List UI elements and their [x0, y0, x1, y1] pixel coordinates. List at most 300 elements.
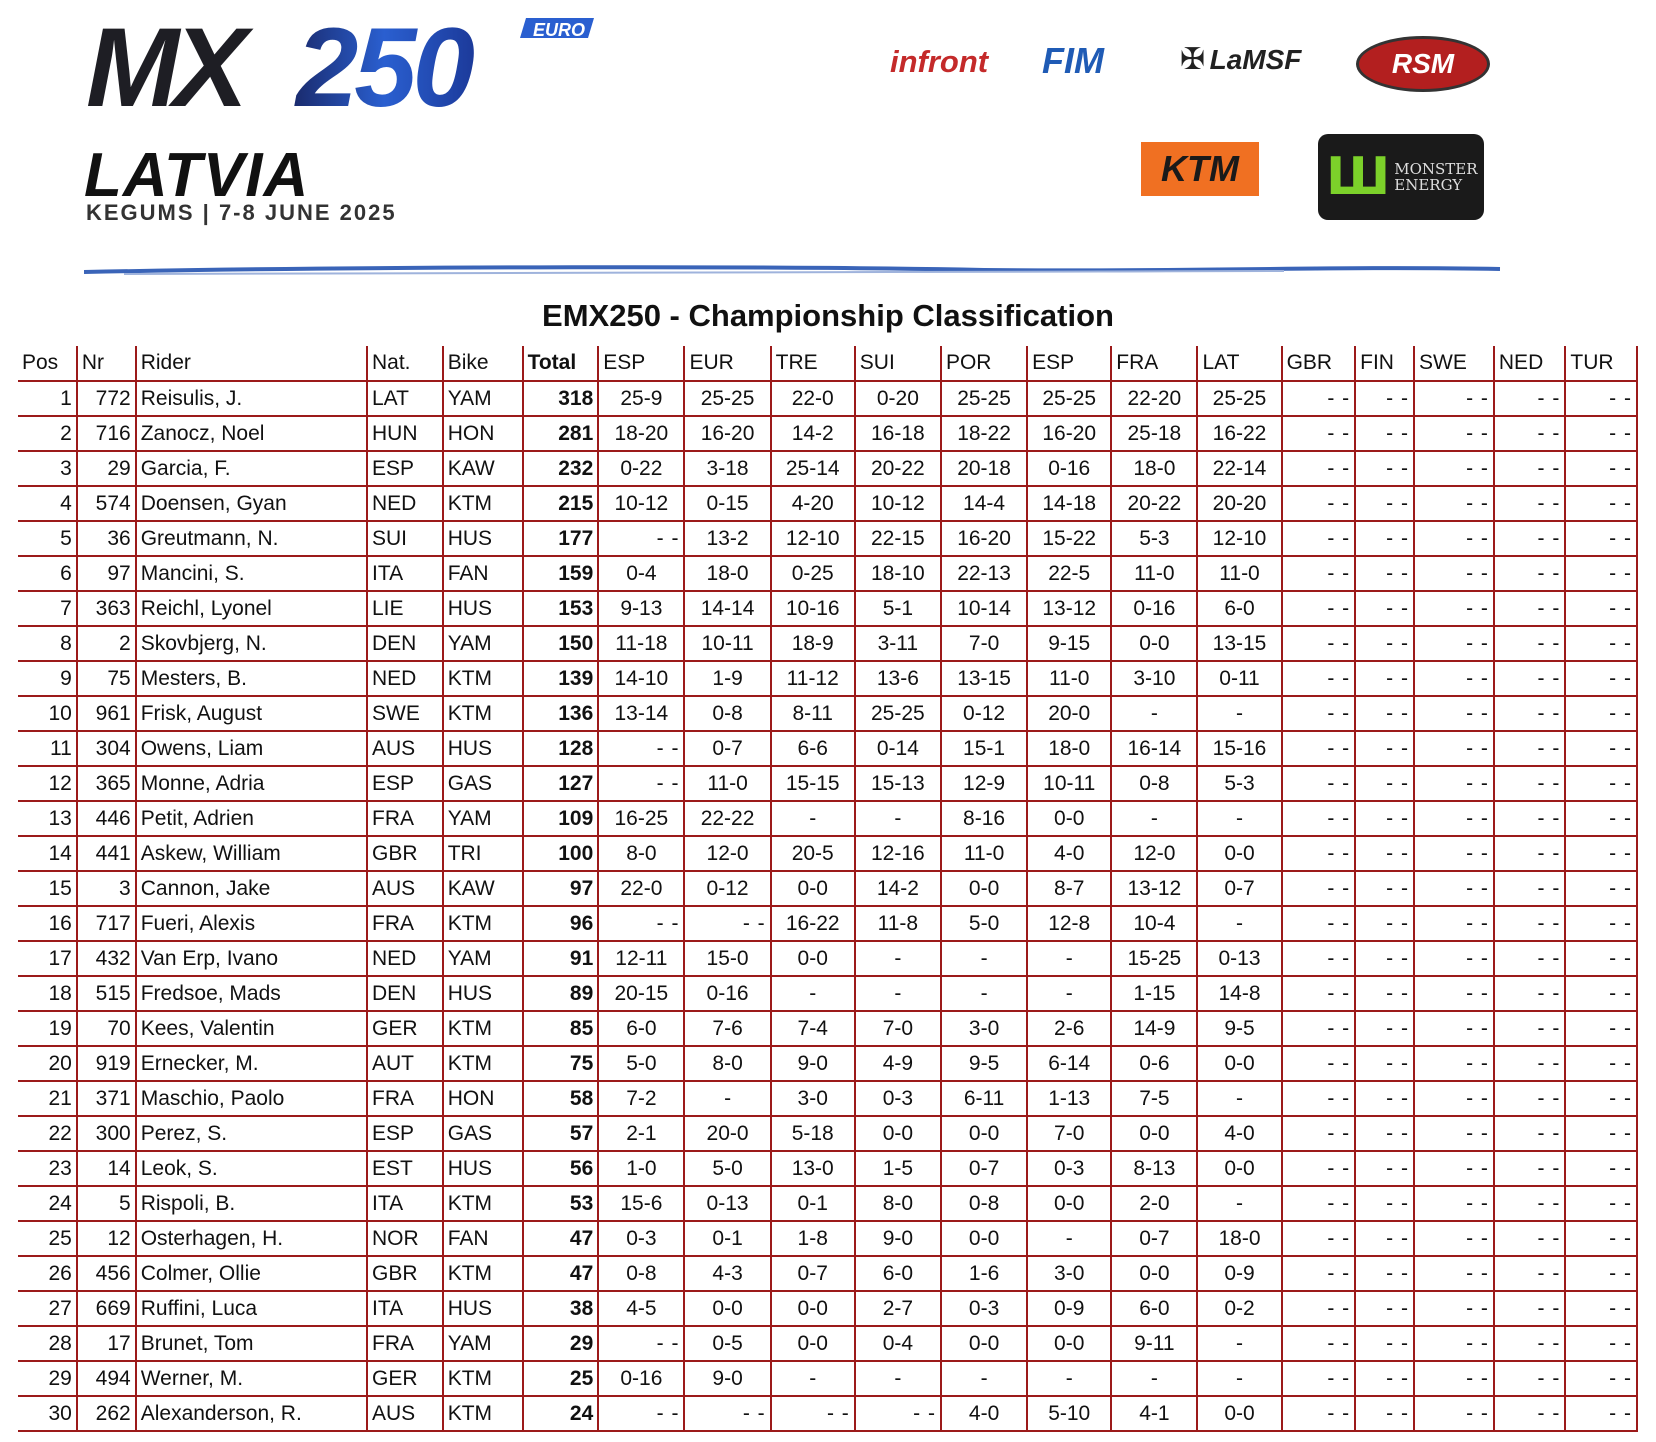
- nation-cell: ESP: [367, 1116, 443, 1151]
- total-cell: 318: [523, 381, 599, 416]
- round-result-cell: 11-12: [771, 661, 855, 696]
- total-cell: 38: [523, 1291, 599, 1326]
- round-result-cell: 9-11: [1111, 1326, 1197, 1361]
- total-cell: 91: [523, 941, 599, 976]
- round-result-cell: 25-25: [684, 381, 770, 416]
- table-row: [18, 1221, 1637, 1256]
- table-row: [18, 801, 1637, 836]
- table-row: [18, 1326, 1637, 1361]
- round-result-cell: 2-6: [1027, 1011, 1111, 1046]
- future-round-cell: - -: [1355, 1011, 1414, 1046]
- round-result-cell: 0-5: [684, 1326, 770, 1361]
- future-round-cell: - -: [1414, 626, 1494, 661]
- round-result-cell: 20-18: [941, 451, 1027, 486]
- future-round-cell: - -: [1565, 486, 1637, 521]
- round-result-cell: 12-11: [598, 941, 684, 976]
- round-result-cell: 0-13: [1197, 941, 1281, 976]
- round-result-cell: 22-15: [855, 521, 941, 556]
- future-round-cell: - -: [1414, 451, 1494, 486]
- future-round-cell: - -: [1494, 696, 1565, 731]
- bike-cell: HON: [443, 416, 523, 451]
- total-cell: 47: [523, 1256, 599, 1291]
- round-result-cell: 4-3: [684, 1256, 770, 1291]
- round-result-cell: 13-12: [1027, 591, 1111, 626]
- round-result-cell: 6-0: [1111, 1291, 1197, 1326]
- round-result-cell: 10-4: [1111, 906, 1197, 941]
- nation-cell: GER: [367, 1361, 443, 1396]
- number-cell: 432: [77, 941, 136, 976]
- round-result-cell: 7-6: [684, 1011, 770, 1046]
- round-result-cell: 13-2: [684, 521, 770, 556]
- position-cell: 28: [18, 1326, 77, 1361]
- round-result-cell: 0-0: [1197, 1396, 1281, 1431]
- rider-cell: Colmer, Ollie: [136, 1256, 367, 1291]
- round-result-cell: 0-1: [771, 1186, 855, 1221]
- round-result-cell: 0-0: [941, 1116, 1027, 1151]
- round-result-cell: 11-0: [1111, 556, 1197, 591]
- round-result-cell: 22-20: [1111, 381, 1197, 416]
- future-round-cell: - -: [1494, 1396, 1565, 1431]
- future-round-cell: - -: [1565, 941, 1637, 976]
- table-row: [18, 521, 1637, 556]
- future-round-cell: - -: [1565, 1081, 1637, 1116]
- position-cell: 26: [18, 1256, 77, 1291]
- number-cell: 772: [77, 381, 136, 416]
- nation-cell: AUT: [367, 1046, 443, 1081]
- table-row: [18, 1046, 1637, 1081]
- column-header: LAT: [1197, 346, 1281, 381]
- rider-cell: Perez, S.: [136, 1116, 367, 1151]
- round-result-cell: 0-4: [855, 1326, 941, 1361]
- round-result-cell: 4-9: [855, 1046, 941, 1081]
- future-round-cell: - -: [1494, 1011, 1565, 1046]
- table-row: [18, 626, 1637, 661]
- rider-cell: Reichl, Lyonel: [136, 591, 367, 626]
- total-cell: 25: [523, 1361, 599, 1396]
- round-result-cell: 0-22: [598, 451, 684, 486]
- round-result-cell: 0-0: [1027, 1326, 1111, 1361]
- round-result-cell: 0-0: [941, 1221, 1027, 1256]
- round-result-cell: 0-3: [598, 1221, 684, 1256]
- round-result-cell: 0-8: [598, 1256, 684, 1291]
- round-result-cell: 7-0: [855, 1011, 941, 1046]
- round-result-cell: 0-0: [1111, 1256, 1197, 1291]
- future-round-cell: - -: [1282, 1396, 1356, 1431]
- round-result-cell: 15-6: [598, 1186, 684, 1221]
- round-result-cell: 11-8: [855, 906, 941, 941]
- round-result-cell: - -: [598, 1396, 684, 1431]
- round-result-cell: 18-0: [1027, 731, 1111, 766]
- rider-cell: Owens, Liam: [136, 731, 367, 766]
- future-round-cell: - -: [1494, 1151, 1565, 1186]
- round-result-cell: 12-9: [941, 766, 1027, 801]
- round-result-cell: 20-15: [598, 976, 684, 1011]
- position-cell: 2: [18, 416, 77, 451]
- future-round-cell: - -: [1494, 1046, 1565, 1081]
- nation-cell: DEN: [367, 626, 443, 661]
- round-result-cell: 0-3: [855, 1081, 941, 1116]
- total-cell: 136: [523, 696, 599, 731]
- position-cell: 4: [18, 486, 77, 521]
- table-row: [18, 1361, 1637, 1396]
- future-round-cell: - -: [1282, 1256, 1356, 1291]
- round-result-cell: 5-18: [771, 1116, 855, 1151]
- round-result-cell: 6-6: [771, 731, 855, 766]
- future-round-cell: - -: [1414, 416, 1494, 451]
- nation-cell: DEN: [367, 976, 443, 1011]
- nation-cell: AUS: [367, 731, 443, 766]
- nation-cell: NOR: [367, 1221, 443, 1256]
- round-result-cell: 0-0: [771, 871, 855, 906]
- rider-cell: Fredsoe, Mads: [136, 976, 367, 1011]
- table-row: [18, 1291, 1637, 1326]
- future-round-cell: - -: [1565, 556, 1637, 591]
- table-row: [18, 976, 1637, 1011]
- number-cell: 3: [77, 871, 136, 906]
- round-result-cell: 7-0: [941, 626, 1027, 661]
- future-round-cell: - -: [1414, 976, 1494, 1011]
- future-round-cell: - -: [1355, 1116, 1414, 1151]
- number-cell: 574: [77, 486, 136, 521]
- total-cell: 232: [523, 451, 599, 486]
- table-row: [18, 766, 1637, 801]
- round-result-cell: 1-5: [855, 1151, 941, 1186]
- number-cell: 515: [77, 976, 136, 1011]
- table-row: [18, 906, 1637, 941]
- bike-cell: HUS: [443, 731, 523, 766]
- future-round-cell: - -: [1565, 1221, 1637, 1256]
- table-row: [18, 731, 1637, 766]
- future-round-cell: - -: [1355, 1326, 1414, 1361]
- bike-cell: YAM: [443, 1326, 523, 1361]
- future-round-cell: - -: [1355, 1151, 1414, 1186]
- total-cell: 75: [523, 1046, 599, 1081]
- round-result-cell: 12-10: [1197, 521, 1281, 556]
- round-result-cell: 18-0: [1197, 1221, 1281, 1256]
- position-cell: 14: [18, 836, 77, 871]
- position-cell: 18: [18, 976, 77, 1011]
- round-result-cell: 20-0: [1027, 696, 1111, 731]
- future-round-cell: - -: [1414, 906, 1494, 941]
- monster-energy-logo: Ш MONSTER ENERGY: [1318, 134, 1484, 220]
- future-round-cell: - -: [1282, 766, 1356, 801]
- round-result-cell: 0-16: [598, 1361, 684, 1396]
- future-round-cell: - -: [1414, 1116, 1494, 1151]
- round-result-cell: - -: [598, 731, 684, 766]
- future-round-cell: - -: [1565, 381, 1637, 416]
- round-result-cell: 4-1: [1111, 1396, 1197, 1431]
- total-cell: 29: [523, 1326, 599, 1361]
- round-result-cell: 18-9: [771, 626, 855, 661]
- bike-cell: KTM: [443, 661, 523, 696]
- bike-cell: KTM: [443, 1046, 523, 1081]
- nation-cell: ITA: [367, 556, 443, 591]
- round-result-cell: 0-3: [941, 1291, 1027, 1326]
- fim-europe-logo: FIM: [1042, 40, 1104, 81]
- round-result-cell: 15-0: [684, 941, 770, 976]
- round-result-cell: 15-25: [1111, 941, 1197, 976]
- table-row: [18, 451, 1637, 486]
- round-result-cell: 10-11: [1027, 766, 1111, 801]
- nation-cell: ESP: [367, 766, 443, 801]
- round-result-cell: -: [684, 1081, 770, 1116]
- nation-cell: ITA: [367, 1186, 443, 1221]
- table-row: [18, 661, 1637, 696]
- future-round-cell: - -: [1282, 486, 1356, 521]
- rider-cell: Kees, Valentin: [136, 1011, 367, 1046]
- round-result-cell: 9-5: [941, 1046, 1027, 1081]
- round-result-cell: 5-3: [1111, 521, 1197, 556]
- round-result-cell: 4-0: [941, 1396, 1027, 1431]
- round-result-cell: -: [1197, 1186, 1281, 1221]
- bike-cell: KTM: [443, 1256, 523, 1291]
- future-round-cell: - -: [1282, 871, 1356, 906]
- future-round-cell: - -: [1355, 941, 1414, 976]
- round-result-cell: 13-15: [1197, 626, 1281, 661]
- round-result-cell: 3-0: [1027, 1256, 1111, 1291]
- round-result-cell: 0-16: [1111, 591, 1197, 626]
- bike-cell: HUS: [443, 591, 523, 626]
- round-result-cell: 6-0: [855, 1256, 941, 1291]
- column-header: NED: [1494, 346, 1565, 381]
- round-result-cell: -: [1197, 1361, 1281, 1396]
- future-round-cell: - -: [1355, 906, 1414, 941]
- round-result-cell: 14-8: [1197, 976, 1281, 1011]
- round-result-cell: -: [1027, 976, 1111, 1011]
- number-cell: 5: [77, 1186, 136, 1221]
- position-cell: 17: [18, 941, 77, 976]
- round-result-cell: 0-0: [1027, 1186, 1111, 1221]
- round-result-cell: 7-2: [598, 1081, 684, 1116]
- total-cell: 24: [523, 1396, 599, 1431]
- round-result-cell: -: [941, 941, 1027, 976]
- rider-cell: Ruffini, Luca: [136, 1291, 367, 1326]
- column-header: Rider: [136, 346, 367, 381]
- future-round-cell: - -: [1494, 521, 1565, 556]
- round-result-cell: -: [1027, 1361, 1111, 1396]
- round-result-cell: 15-22: [1027, 521, 1111, 556]
- round-result-cell: 1-0: [598, 1151, 684, 1186]
- bike-cell: YAM: [443, 626, 523, 661]
- round-result-cell: 14-10: [598, 661, 684, 696]
- nation-cell: AUS: [367, 871, 443, 906]
- future-round-cell: - -: [1565, 416, 1637, 451]
- nation-cell: GBR: [367, 836, 443, 871]
- number-cell: 961: [77, 696, 136, 731]
- venue-details: KEGUMS | 7-8 JUNE 2025: [86, 200, 397, 225]
- round-result-cell: 0-1: [684, 1221, 770, 1256]
- future-round-cell: - -: [1282, 1081, 1356, 1116]
- future-round-cell: - -: [1414, 1151, 1494, 1186]
- position-cell: 11: [18, 731, 77, 766]
- number-cell: 29: [77, 451, 136, 486]
- divider-line: [84, 262, 1504, 278]
- round-result-cell: 8-16: [941, 801, 1027, 836]
- rider-cell: Alexanderson, R.: [136, 1396, 367, 1431]
- table-row: [18, 1081, 1637, 1116]
- round-result-cell: 11-0: [1197, 556, 1281, 591]
- number-cell: 441: [77, 836, 136, 871]
- round-result-cell: 10-11: [684, 626, 770, 661]
- round-result-cell: 0-4: [598, 556, 684, 591]
- future-round-cell: - -: [1355, 1291, 1414, 1326]
- future-round-cell: - -: [1282, 381, 1356, 416]
- bike-cell: KTM: [443, 906, 523, 941]
- number-cell: 17: [77, 1326, 136, 1361]
- round-result-cell: 16-18: [855, 416, 941, 451]
- round-result-cell: 0-0: [1197, 1151, 1281, 1186]
- round-result-cell: 0-0: [1197, 1046, 1281, 1081]
- column-header: FRA: [1111, 346, 1197, 381]
- rider-cell: Petit, Adrien: [136, 801, 367, 836]
- round-result-cell: -: [1197, 696, 1281, 731]
- round-result-cell: 14-14: [684, 591, 770, 626]
- future-round-cell: - -: [1494, 1326, 1565, 1361]
- future-round-cell: - -: [1282, 1221, 1356, 1256]
- number-cell: 669: [77, 1291, 136, 1326]
- future-round-cell: - -: [1494, 486, 1565, 521]
- future-round-cell: - -: [1565, 731, 1637, 766]
- future-round-cell: - -: [1282, 1186, 1356, 1221]
- bike-cell: KAW: [443, 451, 523, 486]
- round-result-cell: 9-5: [1197, 1011, 1281, 1046]
- future-round-cell: - -: [1282, 521, 1356, 556]
- round-result-cell: 10-14: [941, 591, 1027, 626]
- future-round-cell: - -: [1414, 591, 1494, 626]
- round-result-cell: 16-20: [1027, 416, 1111, 451]
- future-round-cell: - -: [1355, 766, 1414, 801]
- rider-cell: Leok, S.: [136, 1151, 367, 1186]
- round-result-cell: 18-10: [855, 556, 941, 591]
- round-result-cell: 0-7: [1197, 871, 1281, 906]
- future-round-cell: - -: [1355, 381, 1414, 416]
- total-cell: 159: [523, 556, 599, 591]
- round-result-cell: 0-7: [684, 731, 770, 766]
- round-result-cell: 0-16: [1027, 451, 1111, 486]
- future-round-cell: - -: [1414, 1046, 1494, 1081]
- total-cell: 58: [523, 1081, 599, 1116]
- total-cell: 97: [523, 871, 599, 906]
- round-result-cell: 5-10: [1027, 1396, 1111, 1431]
- column-header: TRE: [771, 346, 855, 381]
- round-result-cell: 6-0: [598, 1011, 684, 1046]
- rider-cell: Zanocz, Noel: [136, 416, 367, 451]
- round-result-cell: 3-0: [771, 1081, 855, 1116]
- future-round-cell: - -: [1494, 626, 1565, 661]
- bike-cell: KTM: [443, 696, 523, 731]
- round-result-cell: 0-0: [1111, 1116, 1197, 1151]
- mx-text: MX: [86, 14, 242, 126]
- future-round-cell: - -: [1565, 521, 1637, 556]
- round-result-cell: - -: [684, 906, 770, 941]
- number-cell: 97: [77, 556, 136, 591]
- total-cell: 100: [523, 836, 599, 871]
- round-result-cell: 12-0: [684, 836, 770, 871]
- future-round-cell: - -: [1355, 521, 1414, 556]
- total-cell: 89: [523, 976, 599, 1011]
- future-round-cell: - -: [1565, 801, 1637, 836]
- round-result-cell: 0-11: [1197, 661, 1281, 696]
- bike-cell: KTM: [443, 1186, 523, 1221]
- future-round-cell: - -: [1414, 521, 1494, 556]
- future-round-cell: - -: [1414, 1221, 1494, 1256]
- rider-cell: Monne, Adria: [136, 766, 367, 801]
- nation-cell: HUN: [367, 416, 443, 451]
- bike-cell: GAS: [443, 1116, 523, 1151]
- table-row: [18, 941, 1637, 976]
- round-result-cell: -: [941, 1361, 1027, 1396]
- round-result-cell: 10-12: [855, 486, 941, 521]
- header: [0, 0, 1656, 295]
- future-round-cell: - -: [1494, 556, 1565, 591]
- number-cell: 365: [77, 766, 136, 801]
- total-cell: 96: [523, 906, 599, 941]
- position-cell: 22: [18, 1116, 77, 1151]
- round-result-cell: 7-5: [1111, 1081, 1197, 1116]
- nation-cell: LIE: [367, 591, 443, 626]
- rider-cell: Cannon, Jake: [136, 871, 367, 906]
- future-round-cell: - -: [1414, 1081, 1494, 1116]
- total-cell: 127: [523, 766, 599, 801]
- round-result-cell: 15-16: [1197, 731, 1281, 766]
- position-cell: 29: [18, 1361, 77, 1396]
- position-cell: 8: [18, 626, 77, 661]
- bike-cell: HON: [443, 1081, 523, 1116]
- future-round-cell: - -: [1565, 1396, 1637, 1431]
- round-result-cell: 12-8: [1027, 906, 1111, 941]
- future-round-cell: - -: [1355, 416, 1414, 451]
- round-result-cell: 25-25: [855, 696, 941, 731]
- position-cell: 23: [18, 1151, 77, 1186]
- future-round-cell: - -: [1414, 661, 1494, 696]
- total-cell: 56: [523, 1151, 599, 1186]
- nation-cell: SUI: [367, 521, 443, 556]
- round-result-cell: 1-6: [941, 1256, 1027, 1291]
- future-round-cell: - -: [1414, 731, 1494, 766]
- number-cell: 300: [77, 1116, 136, 1151]
- future-round-cell: - -: [1494, 976, 1565, 1011]
- table-row: [18, 486, 1637, 521]
- round-result-cell: -: [771, 801, 855, 836]
- position-cell: 13: [18, 801, 77, 836]
- round-result-cell: 0-12: [941, 696, 1027, 731]
- round-result-cell: 8-13: [1111, 1151, 1197, 1186]
- round-result-cell: 4-20: [771, 486, 855, 521]
- future-round-cell: - -: [1565, 451, 1637, 486]
- round-result-cell: - -: [598, 766, 684, 801]
- round-result-cell: -: [855, 1361, 941, 1396]
- round-result-cell: - -: [598, 1326, 684, 1361]
- round-result-cell: 3-11: [855, 626, 941, 661]
- round-result-cell: 18-0: [1111, 451, 1197, 486]
- future-round-cell: - -: [1414, 766, 1494, 801]
- round-result-cell: 18-20: [598, 416, 684, 451]
- round-result-cell: 8-11: [771, 696, 855, 731]
- round-result-cell: 2-1: [598, 1116, 684, 1151]
- bike-cell: HUS: [443, 521, 523, 556]
- table-row: [18, 871, 1637, 906]
- page-title: EMX250 - Championship Classification: [542, 298, 1114, 333]
- round-result-cell: 11-18: [598, 626, 684, 661]
- rider-cell: Ernecker, M.: [136, 1046, 367, 1081]
- round-result-cell: 22-22: [684, 801, 770, 836]
- position-cell: 6: [18, 556, 77, 591]
- round-result-cell: -: [1027, 941, 1111, 976]
- nation-cell: LAT: [367, 381, 443, 416]
- future-round-cell: - -: [1282, 416, 1356, 451]
- round-result-cell: 4-5: [598, 1291, 684, 1326]
- round-result-cell: 0-13: [684, 1186, 770, 1221]
